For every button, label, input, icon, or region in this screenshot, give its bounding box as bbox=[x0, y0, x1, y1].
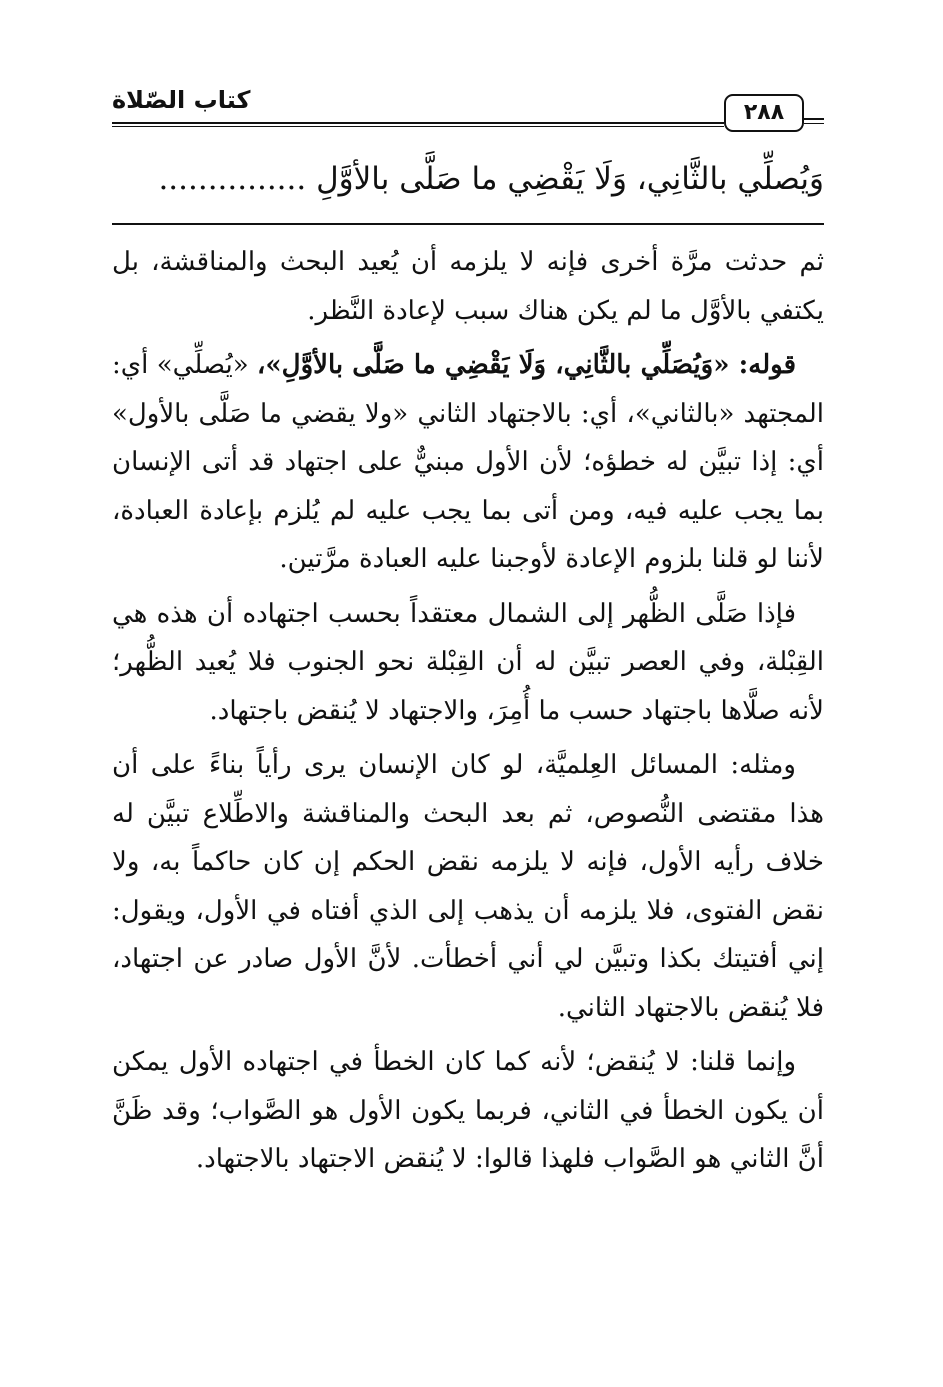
header-rule-right-thin bbox=[804, 123, 824, 124]
page-number: ٢٨٨ bbox=[724, 94, 804, 132]
matn-divider bbox=[112, 223, 824, 225]
paragraph-4 bbox=[112, 741, 824, 1032]
matn-text: وَيُصلِّي بالثَّانِي، وَلَا يَقْضِي ما صَلَّى بالأوَّلِ ............... bbox=[158, 161, 824, 197]
paragraph-5 bbox=[112, 1038, 824, 1184]
paragraph-text: فإذا صَلَّى الظُّهر إلى الشمال معتقداً بحسب اجتهاده أن هذه هي القِبْلة، وفي العصر تبيَّن له أن القِبْلة نحو الجنوب فلا يُعيد الظُّهر؛ لأنه صلَّاها باجتهاد حسب ما أُمِرَ، والاجتهاد لا يُنقض باجتهاد. bbox=[112, 598, 824, 726]
page-header bbox=[112, 82, 824, 142]
paragraph-2 bbox=[112, 341, 824, 584]
header-rule bbox=[112, 122, 724, 124]
commentary-body bbox=[112, 238, 824, 1184]
header-rule-thin bbox=[112, 126, 724, 127]
paragraph-1 bbox=[112, 238, 824, 335]
header-rule-right bbox=[804, 118, 824, 120]
paragraph-lead-quote: قوله: «وَيُصَلِّي بالثَّانِي، وَلَا يَقْضِي ما صَلَّى بالأوَّلِ»، bbox=[257, 350, 796, 380]
paragraph-text: «يُصلِّي» أي: المجتهد «بالثاني»، أي: بالاجتهاد الثاني «ولا يقضي ما صَلَّى بالأول» أي: إذا تبيَّن له خطؤه؛ لأن الأول مبنيٌّ على اجتهاد قد أتى الإنسان بما يجب عليه فيه، ومن أتى بما يجب عليه لم يُلزم بإعادة العبادة، لأننا لو قلنا بلزوم الإعادة لأوجبنا عليه العبادة مرَّتين. bbox=[112, 350, 824, 574]
paragraph-text: ومثله: المسائل العِلميَّة، لو كان الإنسان يرى رأياً بناءً على أن هذا مقتضى النُّصوص، ثم بعد البحث والمناقشة والاطِّلاع تبيَّن له خلاف رأيه الأول، فإنه لا يلزمه نقض الحكم إن كان حاكماً به، ولا نقض الفتوى، فلا يلزمه أن يذهب إلى الذي أفتاه في الأول، ويقول: إني أفتيتك بكذا وتبيَّن لي أني أخطأت. لأنَّ الأول صادر عن اجتهاد، فلا يُنقض بالاجتهاد الثاني. bbox=[112, 750, 824, 1023]
running-title: كتاب الصّلاة bbox=[112, 86, 251, 114]
paragraph-text: ثم حدثت مرَّة أخرى فإنه لا يلزمه أن يُعيد البحث والمناقشة، بل يكتفي بالأوَّل ما لم يكن هناك سبب لإعادة النَّظر. bbox=[112, 247, 824, 326]
paragraph-text: وإنما قلنا: لا يُنقض؛ لأنه كما كان الخطأ في اجتهاده الأول يمكن أن يكون الخطأ في الثاني، فربما يكون الأول هو الصَّواب؛ وقد ظَنَّ أنَّ الثاني هو الصَّواب فلهذا قالوا: لا يُنقض الاجتهاد بالاجتهاد. bbox=[112, 1047, 824, 1174]
paragraph-3 bbox=[112, 590, 824, 736]
